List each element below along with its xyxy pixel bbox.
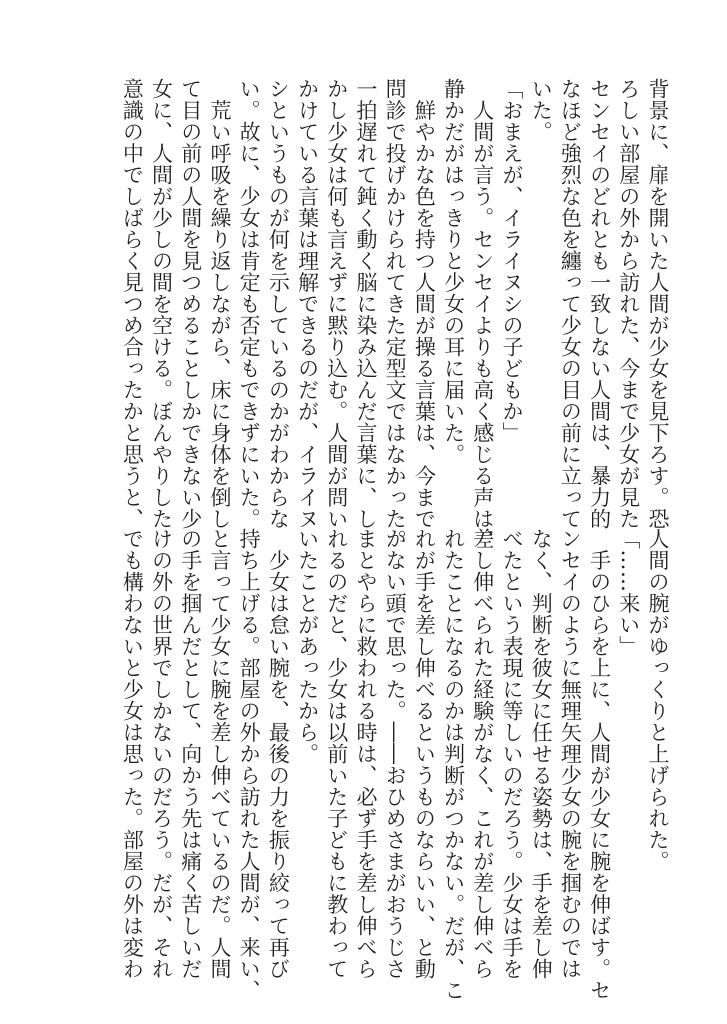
text-line: 意識の中でしばらく見つめ合ったかと思うと、 (120, 78, 145, 530)
text-line: 差し伸べられた経験がなく、これが差し伸べら (470, 528, 495, 980)
text-line: べたという表現に等しいのだろう。少女は手を (499, 528, 524, 980)
text-line: なほど強烈な色を纏って少女の目の前に立って (558, 78, 583, 530)
text-line: い。故に、少女は肯定も否定もできずにいた。 (237, 78, 262, 530)
text-line: かし少女は何も言えずに黙り込む。人間が問い (324, 78, 349, 530)
text-line: の手を掴んだとして、向かう先は痛く苦しいだ (178, 528, 203, 980)
text-line: れたことになるのかは判断がつかない。だが、こ (441, 528, 466, 1001)
text-line: 荒い呼吸を繰り返しながら、床に身体を倒し (207, 78, 232, 530)
text-line: なく、判断を彼女に任せる姿勢は、手を差し伸 (529, 528, 554, 980)
text-line: いた。 (529, 78, 554, 143)
text-line: 「……来い」 (616, 528, 641, 657)
text-line: シというものが何を示しているのかがわからな (266, 78, 291, 530)
lower-text-block (117, 528, 672, 1001)
text-line: ろしい部屋の外から訪れた、今まで少女が見た (616, 78, 641, 530)
text-line: 鮮やかな色を持つ人間が操る言葉は、今まで (412, 78, 437, 530)
text-line: でも構わないと少女は思った。部屋の外は変わ (120, 528, 145, 980)
text-line: と言って少女に腕を差し伸べているのだ。人間 (207, 528, 232, 980)
text-line: 人間が言う。センセイよりも高く感じる声は、 (470, 78, 495, 551)
text-line: 持ち上げる。部屋の外から訪れた人間が、来い、 (237, 528, 262, 1001)
text-line: 手のひらを上に、人間が少女に腕を伸ばす。セ (587, 528, 612, 1001)
text-line: れが手を差し伸べるというものならいい、と動 (412, 528, 437, 980)
text-line: 問診で投げかけられてきた定型文ではなかった。 (383, 78, 408, 551)
text-line: センセイのどれとも一致しない人間は、暴力的 (587, 78, 612, 530)
upper-text-block (117, 78, 672, 551)
text-line: れるのだと、少女は以前いた子どもに教わって (324, 528, 349, 980)
text-line: かけている言葉は理解できるのだが、イライヌ (295, 78, 320, 530)
text-line: いたことがあったから。 (295, 528, 320, 765)
text-line: けの外の世界でしかないのだろう。だが、それ (149, 528, 174, 980)
text-line: ンセイのように無理矢理少女の腕を掴むのでは (558, 528, 583, 980)
text-line: 「おまえが、イライヌシの子どもか」 (499, 78, 524, 444)
text-line: 女に、人間が少しの間を空ける。ぼんやりした (149, 78, 174, 530)
text-line: 人間の腕がゆっくりと上げられた。 (646, 528, 670, 872)
text-line: 背景に、扉を開いた人間が少女を見下ろす。恐 (646, 78, 670, 530)
text-line: かない頭で思った。――おひめさまがおうじさ (383, 528, 408, 980)
text-line: 一拍遅れて鈍く動く脳に染み込んだ言葉に、し (353, 78, 378, 530)
text-line: て目の前の人間を見つめることしかできない少 (178, 78, 203, 530)
text-line: 少女は怠い腕を、最後の力を振り絞って再び (266, 528, 291, 980)
text-line: まとやらに救われる時は、必ず手を差し伸べら (353, 528, 378, 980)
text-line: 静かだがはっきりと少女の耳に届いた。 (441, 78, 466, 465)
